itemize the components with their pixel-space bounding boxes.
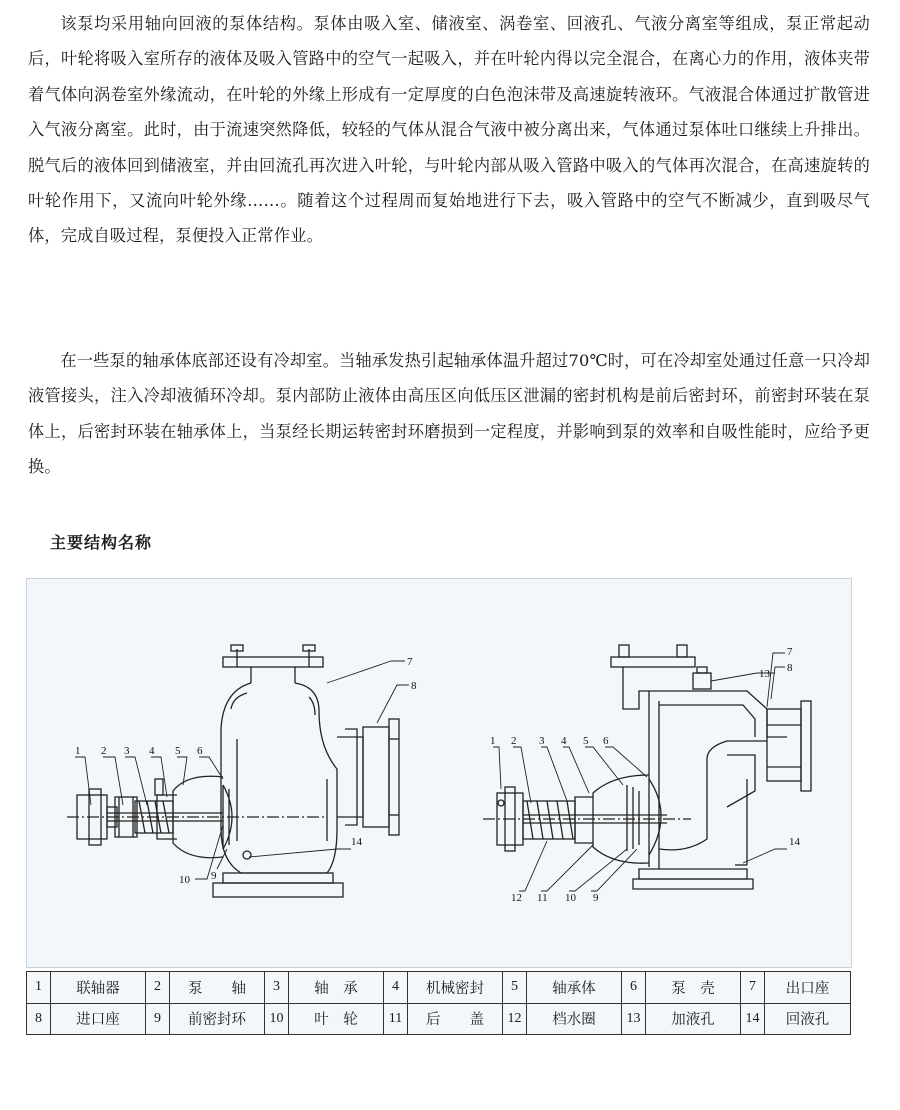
part-number: 7 [741, 972, 765, 1004]
pump-structure-diagram [26, 578, 852, 968]
diagram-label: 14 [789, 836, 800, 848]
part-number: 1 [27, 972, 51, 1004]
part-name: 泵 壳 [646, 972, 741, 1004]
part-number: 9 [146, 1003, 170, 1035]
diagram-label: 11 [537, 892, 548, 904]
part-name: 泵 轴 [170, 972, 265, 1004]
part-name: 联轴器 [51, 972, 146, 1004]
diagram-label: 6 [197, 745, 203, 757]
diagram-label: 10 [179, 874, 190, 886]
part-name: 加液孔 [646, 1003, 741, 1035]
paragraph-self-priming-principle: 该泵均采用轴向回液的泵体结构。泵体由吸入室、储液室、涡卷室、回液孔、气液分离室等组成，泵正常起动后，叶轮将吸入室所存的液体及吸入管路中的空气一起吸入，并在叶轮内得以完全混合，在离心力的作用，液体夹带着气体向涡卷室外缘流动，在叶轮的外缘上形成有一定厚度的白色泡沫带及高速旋转液环。气液混合体通过扩散管进入气液分离室。此时，由于流速突然降低，较轻的气体从混合气液中被分离出来，气体通过泵体吐口继续上升排出。脱气后的液体回到储液室，并由回流孔再次进入叶轮，与叶轮内部从吸入管路中吸入的气体再次混合，在高速旋转的叶轮作用下，又流向叶轮外缘……。随着这个过程周而复始地进行下去，吸入管路中的空气不断减少，直到吸尽气体，完成自吸过程，泵便投入正常作业。 [28, 14, 870, 246]
diagram-label: 3 [539, 735, 545, 747]
right-pump-drawing [483, 645, 811, 889]
part-number: 11 [384, 1003, 408, 1035]
part-name: 轴承体 [527, 972, 622, 1004]
part-name: 出口座 [765, 972, 851, 1004]
diagram-label: 8 [411, 680, 417, 692]
diagram-label: 6 [603, 735, 609, 747]
diagram-label: 10 [565, 892, 576, 904]
diagram-label: 2 [101, 745, 107, 757]
part-name: 回液孔 [765, 1003, 851, 1035]
pump-drawings [27, 579, 851, 967]
part-number: 13 [622, 1003, 646, 1035]
diagram-label: 1 [75, 745, 81, 757]
table-row [27, 1003, 851, 1035]
diagram-label: 2 [511, 735, 517, 747]
diagram-label: 4 [149, 745, 155, 757]
part-name: 叶 轮 [289, 1003, 384, 1035]
part-number: 4 [384, 972, 408, 1004]
diagram-label: 3 [124, 745, 130, 757]
parts-name-table [26, 971, 851, 1035]
part-number: 2 [146, 972, 170, 1004]
table-row [27, 972, 851, 1004]
part-number: 10 [265, 1003, 289, 1035]
part-name: 后 盖 [408, 1003, 503, 1035]
part-name: 前密封环 [170, 1003, 265, 1035]
diagram-label: 14 [351, 836, 362, 848]
paragraph-cooling-and-seals: 在一些泵的轴承体底部还设有冷却室。当轴承发热引起轴承体温升超过70℃时，可在冷却室处通过任意一只冷却液管接头，注入冷却液循环冷却。泵内部防止液体由高压区向低压区泄漏的密封机构是前后密封环，前密封环装在泵体上，后密封环装在轴承体上，当泵经长期运转密封环磨损到一定程度，并影响到泵的效率和自吸性能时，应给予更换。 [28, 351, 870, 477]
part-name: 档水圈 [527, 1003, 622, 1035]
diagram-label: 7 [787, 646, 793, 658]
diagram-label: 9 [593, 892, 599, 904]
part-number: 12 [503, 1003, 527, 1035]
diagram-label: 12 [511, 892, 522, 904]
section-title: 主要结构名称 [50, 533, 153, 552]
diagram-label: 7 [407, 656, 413, 668]
part-number: 8 [27, 1003, 51, 1035]
leader-lines [75, 653, 787, 891]
diagram-label: 13 [759, 668, 770, 680]
diagram-label: 1 [490, 735, 496, 747]
diagram-label: 5 [175, 745, 181, 757]
part-name: 轴 承 [289, 972, 384, 1004]
diagram-label: 9 [211, 870, 217, 882]
diagram-label: 4 [561, 735, 567, 747]
part-number: 14 [741, 1003, 765, 1035]
part-name: 机械密封 [408, 972, 503, 1004]
diagram-label: 8 [787, 662, 793, 674]
left-pump-drawing [67, 645, 399, 897]
diagram-label: 5 [583, 735, 589, 747]
part-number: 3 [265, 972, 289, 1004]
part-name: 进口座 [51, 1003, 146, 1035]
part-number: 6 [622, 972, 646, 1004]
part-number: 5 [503, 972, 527, 1004]
